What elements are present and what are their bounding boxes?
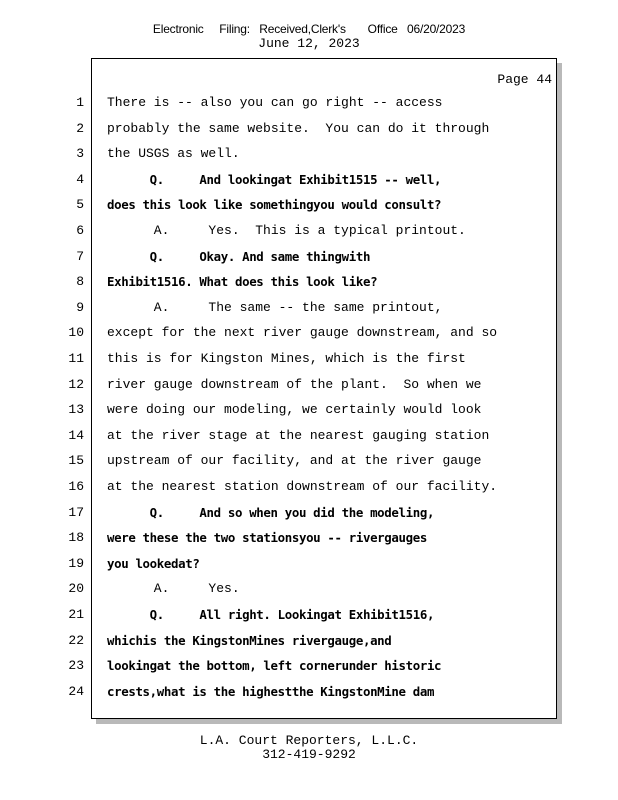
reporter-phone: 312-419-9292 xyxy=(262,747,356,762)
transcript-line: this is for Kingston Mines, which is the first xyxy=(107,351,466,366)
transcript-date: June 12, 2023 xyxy=(258,36,360,51)
line-number: 9 xyxy=(76,300,84,315)
line-number: 1 xyxy=(76,95,84,110)
transcript-line: A. Yes. This is a typical printout. xyxy=(107,223,466,238)
transcript-line: There is -- also you can go right -- access xyxy=(107,95,443,110)
line-number: 10 xyxy=(68,325,84,340)
line-number: 14 xyxy=(68,428,84,443)
transcript-line: whichis the KingstonMines rivergauge,and xyxy=(107,633,392,648)
transcript-line: except for the next river gauge downstream, and so xyxy=(107,325,498,340)
line-number: 13 xyxy=(68,402,84,417)
line-number: 19 xyxy=(68,556,84,571)
transcript-line: you lookedat? xyxy=(107,556,200,571)
transcript-line: A. The same -- the same printout, xyxy=(107,300,443,315)
transcript-line: Exhibit1516. What does this look like? xyxy=(107,274,378,289)
transcript-line: at the nearest station downstream of our facility. xyxy=(107,479,498,494)
line-number: 3 xyxy=(76,146,84,161)
transcript-line: lookingat the bottom, left cornerunder historic xyxy=(107,658,442,673)
transcript-line: does this look like somethingyou would consult? xyxy=(107,197,442,212)
line-number: 24 xyxy=(68,684,84,699)
transcript-line: at the river stage at the nearest gauging station xyxy=(107,428,490,443)
transcript-line: Q. And so when you did the modeling, xyxy=(107,505,435,520)
line-number: 22 xyxy=(68,633,84,648)
line-number: 6 xyxy=(76,223,84,238)
transcript-line: Q. And lookingat Exhibit1515 -- well, xyxy=(107,172,442,187)
transcript-line: A. Yes. xyxy=(107,581,240,596)
footer xyxy=(0,734,618,762)
transcript-line: the USGS as well. xyxy=(107,146,240,161)
line-number: 12 xyxy=(68,377,84,392)
line-number: 11 xyxy=(68,351,84,366)
transcript-line: were doing our modeling, we certainly would look xyxy=(107,402,482,417)
line-number: 21 xyxy=(68,607,84,622)
transcript-line: upstream of our facility, and at the river gauge xyxy=(107,453,482,468)
line-number: 20 xyxy=(68,581,84,596)
transcript-line: Q. All right. Lookingat Exhibit1516, xyxy=(107,607,435,622)
transcript-line: probably the same website. You can do it through xyxy=(107,121,490,136)
line-number: 7 xyxy=(76,249,84,264)
line-number: 16 xyxy=(68,479,84,494)
filing-stamp: Electronic Filing: Received,Clerk's Office 06/20/2023 xyxy=(152,22,466,36)
line-number: 2 xyxy=(76,121,84,136)
line-number: 15 xyxy=(68,453,84,468)
transcript-line: crests,what is the highestthe KingstonMine dam xyxy=(107,684,435,699)
transcript-line: were these the two stationsyou -- rivergauges xyxy=(107,530,427,545)
line-number: 18 xyxy=(68,530,84,545)
line-number: 23 xyxy=(68,658,84,673)
transcript-line: river gauge downstream of the plant. So when we xyxy=(107,377,482,392)
line-number: 5 xyxy=(76,197,84,212)
reporter-company: L.A. Court Reporters, L.L.C. xyxy=(199,733,419,748)
line-number: 17 xyxy=(68,505,84,520)
line-number: 8 xyxy=(76,274,84,289)
page-number: Page 44 xyxy=(497,72,552,87)
transcript-line: Q. Okay. And same thingwith xyxy=(107,249,371,264)
line-number: 4 xyxy=(76,172,84,187)
